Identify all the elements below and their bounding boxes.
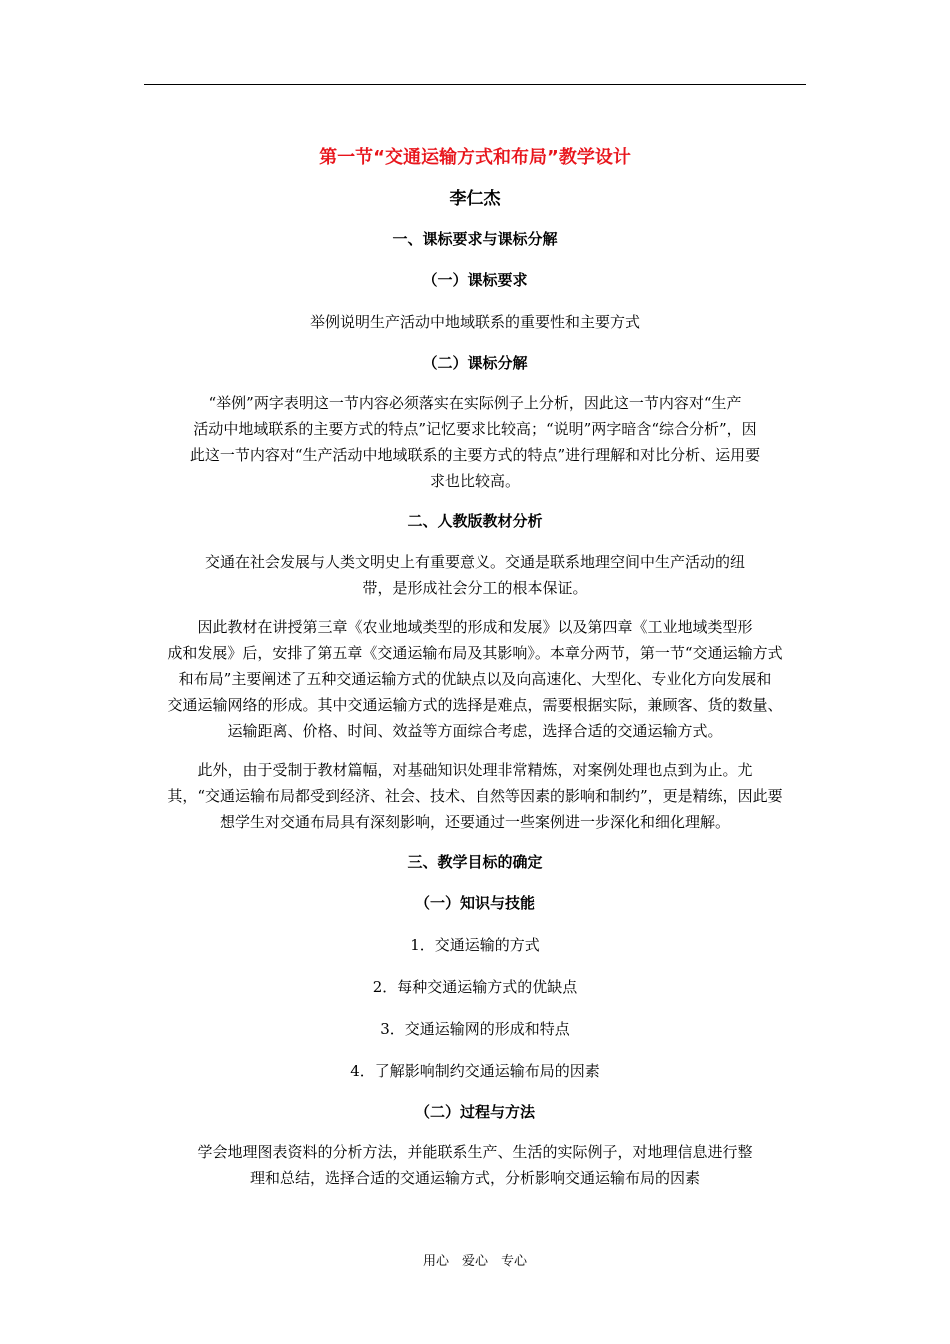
paragraph-line: “举例”两字表明这一节内容必须落实在实际例子上分析，因此这一节内容对“生产 [208, 394, 742, 412]
list-item: 1．交通运输的方式 [410, 936, 540, 954]
paragraph-line: 交通运输网络的形成。其中交通运输方式的选择是难点，需要根据实际，兼顾客、货的数量、 [167, 696, 783, 714]
section-1-sub-1: （一）课标要求 [422, 271, 528, 289]
list-item: 2．每种交通运输方式的优缺点 [372, 978, 578, 996]
author-name: 李仁杰 [449, 189, 501, 209]
paragraph-line: 交通在社会发展与人类文明史上有重要意义。交通是联系地理空间中生产活动的纽 [204, 553, 745, 571]
paragraph-line: 运输距离、价格、时间、效益等方面综合考虑，选择合适的交通运输方式。 [227, 722, 723, 740]
section-2-heading: 二、人教版教材分析 [407, 512, 543, 530]
paragraph-line: 因此教材在讲授第三章《农业地域类型的形成和发展》以及第四章《工业地域类型形 [197, 618, 753, 636]
paragraph-line: 此外，由于受制于教材篇幅，对基础知识处理非常精炼，对案例处理也点到为止。尤 [197, 761, 753, 779]
list-item: 4．了解影响制约交通运输布局的因素 [350, 1062, 600, 1080]
paragraph-line: 活动中地域联系的主要方式的特点”记忆要求比较高；“说明”两字暗含“综合分析”，因 [193, 420, 757, 438]
process-method-paragraph [144, 1139, 806, 1191]
paragraph-line: 学会地理图表资料的分析方法，并能联系生产、生活的实际例子，对地理信息进行整 [197, 1143, 753, 1161]
curriculum-analysis-paragraph [144, 390, 806, 494]
textbook-paragraph-3 [144, 757, 806, 835]
list-item: 3．交通运输网的形成和特点 [380, 1020, 570, 1038]
paragraph-line: 理和总结，选择合适的交通运输方式，分析影响交通运输布局的因素 [249, 1169, 700, 1187]
paragraph-line: 其，“交通运输布局都受到经济、社会、技术、自然等因素的影响和制约”，更是精练，因此要 [167, 787, 783, 805]
section-1-heading: 一、课标要求与课标分解 [392, 230, 558, 248]
paragraph-line: 想学生对交通布局具有深刻影响，还要通过一些案例进一步深化和细化理解。 [219, 813, 730, 831]
header-rule [144, 84, 806, 85]
section-1-sub-2: （二）课标分解 [422, 354, 528, 372]
section-3-heading: 三、教学目标的确定 [407, 853, 543, 871]
document-title: 第一节“交通运输方式和布局”教学设计 [319, 147, 631, 168]
section-3-sub-2: （二）过程与方法 [414, 1103, 535, 1121]
curriculum-requirement: 举例说明生产活动中地域联系的重要性和主要方式 [309, 313, 640, 331]
paragraph-line: 成和发展》后，安排了第五章《交通运输布局及其影响》。本章分两节，第一节“交通运输方式 [167, 644, 783, 662]
paragraph-line: 带，是形成社会分工的根本保证。 [362, 579, 588, 597]
section-3-sub-1: （一）知识与技能 [414, 894, 535, 912]
page-footer: 用心 爱心 专心 [422, 1254, 527, 1269]
textbook-paragraph-1 [144, 549, 806, 601]
paragraph-line: 求也比较高。 [429, 472, 520, 490]
paragraph-line: 此这一节内容对“生产活动中地域联系的主要方式的特点”进行理解和对比分析、运用要 [189, 446, 761, 464]
textbook-paragraph-2 [144, 614, 806, 744]
paragraph-line: 和布局”主要阐述了五种交通运输方式的优缺点以及向高速化、大型化、专业化方向发展和 [178, 670, 772, 688]
